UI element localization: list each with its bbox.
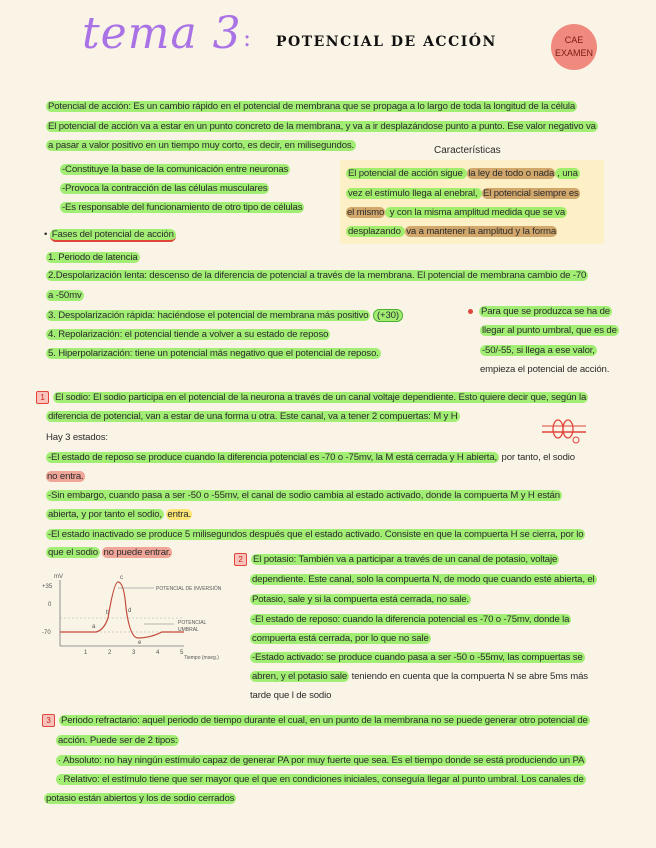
refractory-line-3: [56, 751, 586, 770]
phase-item: [46, 286, 84, 305]
fig-xtick: 2: [108, 650, 112, 656]
sodium-state-2b-text: abierta, y por tanto el sodio,: [48, 509, 162, 520]
action-potential-figure: [34, 568, 234, 660]
sodium-state-1b: [46, 467, 85, 486]
char-text: , una: [557, 168, 578, 179]
section-number-2: 2: [234, 553, 247, 566]
potassium-line-6: [250, 648, 585, 667]
title-colon: :: [243, 24, 252, 52]
phase-text-5: 5. Hiperpolarización: tiene un potencial más negativo que el potencial de reposo.: [48, 348, 379, 359]
phase-item: [46, 266, 588, 285]
function-text-2: -Provoca la contracción de las células musculares: [62, 183, 268, 194]
phase-text-2: 2.Despolarización lenta: descenso de la diferencia de potencial a través de la membrana. El potencial de membrana cambio de -70: [48, 270, 587, 281]
threshold-text-1: Para que se produzca se ha de: [481, 306, 610, 317]
phase-item: [46, 248, 140, 267]
refractory-text-4: · Relativo: el estímulo tiene que ser mayor que el que en condiciones iniciales, conseguía llegar al punto umbral. Los canales de: [58, 774, 584, 785]
no-entry-text: no entra.: [47, 471, 84, 482]
potassium-text-5: compuerta está cerrada, por lo que no sale: [252, 633, 429, 644]
sodium-line-2: [46, 407, 460, 426]
sodium-state-1-tail: por tanto, el sodio: [499, 452, 575, 463]
fig-point: a: [92, 624, 96, 630]
intro-line-1: [46, 97, 577, 116]
sodium-state-2: [46, 486, 562, 505]
threshold-note-line: [480, 360, 609, 379]
char-line-1: [346, 164, 580, 183]
page-subtitle: POTENCIAL DE ACCIÓN: [276, 34, 497, 50]
char-text-strong: el mismo: [347, 207, 385, 218]
char-text: vez el estímulo llega al enebral,: [348, 188, 480, 199]
bullet-icon: •: [44, 229, 48, 240]
sodium-text-1: El sodio: El sodio participa en el potencial de la neurona a través de un canal voltaje dependiente. Esto quiere decir que, según la: [55, 392, 587, 403]
fig-mv-label: mV: [54, 574, 63, 580]
section-number-1: 1: [36, 391, 49, 404]
potassium-text-7a: abren, y el potasio sale: [252, 671, 348, 682]
intro-text-1: Potencial de acción: Es un cambio rápido en el potencial de membrana que se propaga a lo largo de toda la longitud de la célula: [48, 101, 576, 112]
sodium-state-2-text: -Sin embargo, cuando pasa a ser -50 o -55mv, el canal de sodio cambia al estado activado, donde la compuerta M y H están: [48, 490, 560, 501]
sodium-text-2: diferencia de potencial, van a estar de una forma u otra. Este canal, va a tener 2 compuertas: M y H: [48, 411, 458, 422]
char-text-strong: la ley de todo o nada: [468, 168, 555, 179]
threshold-text-3: -50/-55, si llega a ese valor,: [482, 345, 595, 356]
intro-line-2: [46, 117, 598, 136]
threshold-note-line: [480, 341, 597, 360]
phase-item: [46, 306, 403, 325]
fig-xtick: 3: [132, 650, 136, 656]
potassium-text-3: Potasio, sale y si la compuerta está cerrada, no sale.: [252, 594, 469, 605]
potassium-line-5: [250, 629, 431, 648]
threshold-text-4: empieza el potencial de acción.: [480, 364, 610, 375]
fig-ytick: 0: [48, 602, 52, 608]
fig-ytick: +35: [42, 584, 53, 590]
badge-line-1: CAE: [564, 35, 584, 45]
characteristics-title: Características: [434, 145, 501, 156]
function-item: [60, 160, 290, 179]
potassium-text-7b: teniendo en cuenta que la compuerta N se abre 5ms más: [349, 671, 588, 682]
char-text: desplazando: [348, 226, 404, 237]
sodium-state-3b: [46, 543, 172, 562]
potassium-text-6: -Estado activado: se produce cuando pasa a ser -50 o -55mv, las compuertas se: [252, 652, 583, 663]
potassium-text-1: El potasio: También va a participar a través de un canal de potasio, voltaje: [253, 554, 558, 565]
potassium-line-3: [250, 590, 471, 609]
potassium-text-2: dependiente. Este canal, solo la compuerta N, de modo que cuando esté abierta, el: [252, 574, 595, 585]
section-number-3: 3: [42, 714, 55, 727]
refractory-text-5: potasio están abiertos y los de sodio cerrados: [46, 793, 235, 804]
fig-point: e: [138, 640, 142, 646]
phase-text-3: 3. Despolarización rápida: haciéndose el potencial de membrana más positivo: [48, 310, 369, 321]
threshold-note-line: [468, 302, 612, 321]
char-text: y con la misma amplitud medida que se va: [387, 207, 566, 218]
fig-point: b: [106, 610, 110, 616]
sodium-state-3-text: -El estado inactivado se produce 5 milisegundos después que el estado activado. Consiste en que la compuerta H se cierra, por lo: [48, 529, 584, 540]
potassium-line-8: [250, 686, 331, 705]
fig-ytick: -70: [42, 630, 51, 636]
refractory-text-2: acción. Puede ser de 2 tipos:: [58, 735, 178, 746]
phase-item: [46, 344, 381, 363]
fig-point: c: [120, 575, 123, 581]
function-item: [60, 198, 304, 217]
phase-text-2b: a -50mv: [48, 290, 82, 301]
threshold-text-2: llegar al punto umbral, que es de: [482, 325, 617, 336]
char-line-2: [346, 184, 580, 203]
potassium-line-4: [250, 610, 571, 629]
refractory-line-4: [56, 770, 586, 789]
potassium-text-8: tarde que l de sodio: [250, 690, 332, 701]
refractory-text-3: · Absoluto: no hay ningún estímulo capaz de generar PA por muy fuerte que sea. Es el tiempo donde se está produciendo un PA: [58, 755, 585, 766]
char-text-strong: va a mantener la amplitud y la forma: [406, 226, 557, 237]
sodium-line-1: [36, 388, 588, 407]
sodium-states-label: Hay 3 estados:: [46, 432, 108, 443]
intro-text-2: El potencial de acción va a estar en un punto concreto de la membrana, y va a ir desplazándose punto a punto. Ese valor negativo va: [48, 121, 596, 132]
fig-label-potential: POTENCIAL: [178, 620, 207, 626]
sodium-state-1: [46, 448, 575, 467]
function-text-3: -Es responsable del funcionamiento de otro tipo de células: [62, 202, 303, 213]
phase-text-1: 1. Periodo de latencia: [48, 252, 138, 263]
intro-text-3: a pasar a valor positivo en un tiempo muy corto, es decir, en milisegundos.: [48, 140, 355, 151]
page-title: tema 3: [82, 8, 242, 59]
char-text-strong: El potencial siempre es: [482, 188, 579, 199]
refractory-line-1: [42, 711, 590, 730]
potassium-line-2: [250, 570, 597, 589]
refractory-line-5: [44, 789, 236, 808]
fig-xtick: 1: [84, 650, 88, 656]
sodium-state-1-text: -El estado de reposo se produce cuando la diferencia potencial es -70 o -75mv, la M está cerrada y H abierta,: [48, 452, 498, 463]
potassium-text-4: -El estado de reposo: cuando la diferencia potencial es -70 o -75mv, donde la: [252, 614, 570, 625]
badge-line-2: EXAMEN: [554, 48, 593, 58]
fig-point: d: [128, 608, 132, 614]
refractory-line-2: [56, 731, 179, 750]
potassium-line-1: [234, 550, 559, 569]
sodium-state-3: [46, 525, 585, 544]
function-item: [60, 179, 269, 198]
fig-xtick: 5: [180, 650, 184, 656]
red-dot-icon: [468, 309, 473, 314]
plus30-label: (+30): [373, 309, 403, 322]
threshold-note-line: [480, 321, 619, 340]
fig-label-threshold: UMBRAL: [178, 627, 199, 633]
refractory-text-1: Periodo refractario: aquel periodo de tiempo durante el cual, en un punto de la membrana no se puede generar otro potencial de: [61, 715, 588, 726]
sodium-channel-icon: [540, 418, 588, 446]
potassium-line-7: [250, 667, 588, 686]
fig-xlabel: Tiempo (mseg.): [184, 655, 219, 660]
cannot-enter-text: no puede entrar.: [103, 547, 171, 558]
intro-line-3: [46, 136, 356, 155]
sodium-state-3b-text: que el sodio: [48, 547, 98, 558]
phases-heading: [44, 225, 176, 244]
fig-xtick: 4: [156, 650, 160, 656]
char-line-3: [346, 203, 567, 222]
fig-label-inversion: POTENCIAL DE INVERSIÓN: [156, 586, 222, 592]
phases-heading-text: Fases del potencial de acción: [51, 229, 174, 240]
char-text: El potencial de acción sigue: [348, 168, 466, 179]
phase-text-4: 4. Repolarización: el potencial tiende a volver a su estado de reposo: [48, 329, 329, 340]
char-line-4: [346, 222, 557, 241]
entry-text: entra.: [167, 509, 192, 520]
phase-item: [46, 325, 330, 344]
function-text-1: -Constituye la base de la comunicación entre neuronas: [62, 164, 289, 175]
exam-badge: [551, 24, 597, 70]
sodium-state-2b: [46, 505, 192, 524]
